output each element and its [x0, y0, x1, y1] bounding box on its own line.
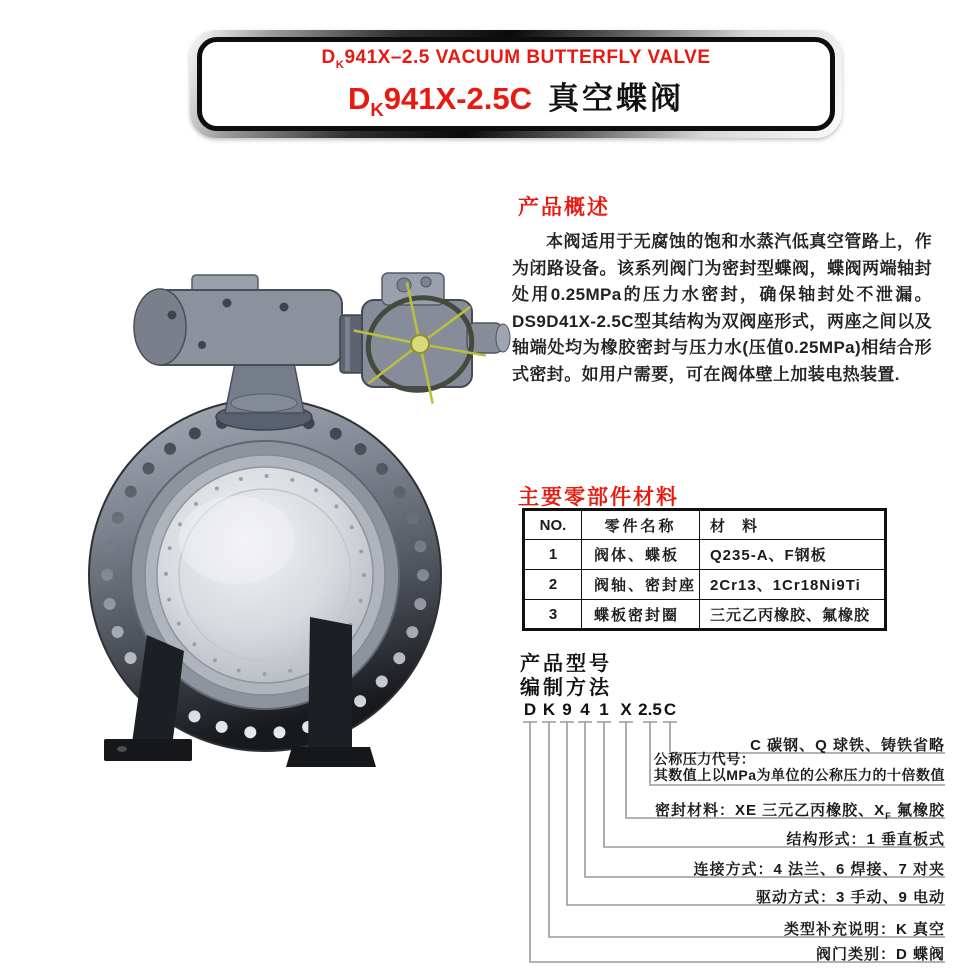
cell-material: Q235-A、F钢板 — [700, 540, 886, 570]
legend-structure: 结构形式：1 垂直板式 — [786, 831, 945, 848]
title-banner — [190, 30, 842, 138]
col-header-no: NO. — [524, 510, 582, 540]
valve-product-photo — [52, 265, 522, 785]
product-name-cn: 真空蝶阀 — [548, 81, 685, 117]
code-char-X: X — [620, 700, 632, 719]
code-char-9: 9 — [562, 700, 572, 719]
table-row — [524, 570, 886, 600]
model-code-diagram — [515, 700, 960, 975]
legend-material: C 碳钢、Q 球铁、铸铁省略 — [750, 737, 945, 754]
cell-material: 2Cr13、1Cr18Ni9Ti — [700, 570, 886, 600]
legend-pressure-line2: 其数值上以MPa为单位的公称压力的十倍数值 — [653, 767, 945, 783]
coding-heading-line1: 产品型号 — [520, 653, 612, 675]
legend-type-note: 类型补充说明：K 真空 — [783, 921, 945, 938]
coding-heading — [520, 652, 612, 700]
code-char-C: C — [663, 700, 677, 719]
legend-drive: 驱动方式：3 手动、9 电动 — [755, 889, 945, 906]
code-char-2_5: 2.5 — [638, 700, 662, 719]
code-char-D: D — [523, 700, 537, 719]
overview-paragraph: 本阀适用于无腐蚀的饱和水蒸汽低真空管路上，作为闭路设备。该系列阀门为密封型蝶阀，蝶阀两端轴封处用0.25MPa的压力水密封，确保轴封处不泄漏。DS9D41X-2.5C型其结构为双阀座形式，两座之间以及轴端处均为橡胶密封与压力水(压值0.25MPa)相结合形式密封。如用户需要，可在阀体壁上加装电热装置. — [512, 232, 932, 384]
cell-part: 蝶板密封圈 — [582, 600, 700, 630]
cell-part: 阀体、蝶板 — [582, 540, 700, 570]
code-char-1: 1 — [599, 700, 609, 719]
product-model-code: $D_K941X-2.5C$ — [347, 81, 533, 121]
table-row — [524, 540, 886, 570]
coding-heading-line2: 编制方法 — [520, 677, 612, 699]
legend-category: 阀门类别：D 蝶阀 — [815, 946, 945, 963]
cell-no: 1 — [524, 540, 582, 570]
materials-table — [522, 508, 887, 631]
valve-gearbox — [134, 275, 342, 365]
product-title-en: $D_K941X-2.5$ VACUUM BUTTERFLY VALVE — [321, 46, 711, 71]
overview-heading: 产品概述 — [518, 196, 610, 219]
code-char-4: 4 — [580, 700, 590, 719]
legend-connection: 连接方式：4 法兰、6 焊接、7 对夹 — [693, 861, 945, 878]
col-header-part: 零件名称 — [582, 510, 700, 540]
table-header-row — [524, 510, 886, 540]
product-title-cn — [348, 73, 684, 121]
col-header-material: 材 料 — [700, 510, 886, 540]
cell-no: 3 — [524, 600, 582, 630]
legend-seal: 密封材料：XE 三元乙丙橡胶、$X_F$ 氟橡胶 — [654, 802, 945, 821]
cell-material: 三元乙丙橡胶、氟橡胶 — [700, 600, 886, 630]
cell-part: 阀轴、密封座 — [582, 570, 700, 600]
table-row — [524, 600, 886, 630]
title-banner-inner — [197, 37, 835, 131]
cell-no: 2 — [524, 570, 582, 600]
legend-pressure — [654, 751, 945, 783]
code-char-K: K — [542, 700, 556, 719]
materials-heading: 主要零部件材料 — [518, 486, 679, 509]
legend-pressure-line1: 公称压力代号： — [653, 751, 756, 767]
